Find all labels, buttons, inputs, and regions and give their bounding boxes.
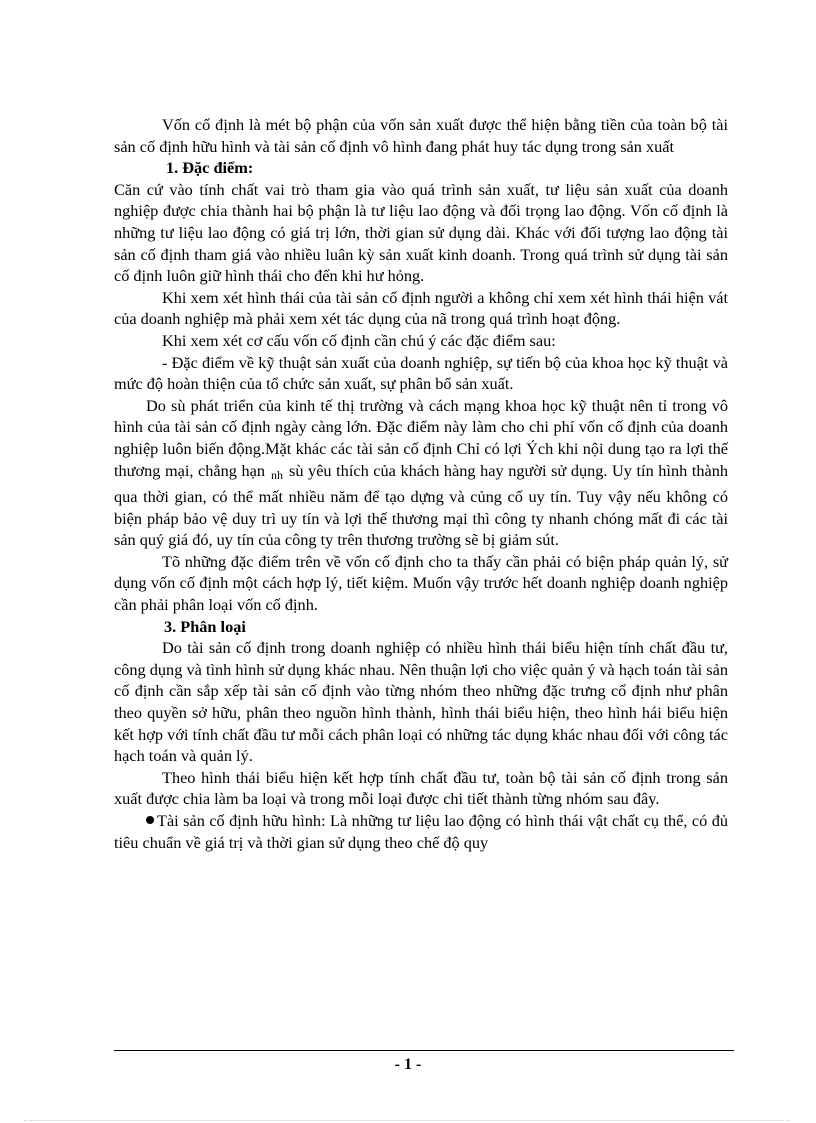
paragraph-dac-diem-ky-thuat: - Đặc điểm về kỹ thuật sản xuất của doanh nghiệp, sự tiến bộ của khoa học kỹ thuật và mức độ hoàn thiện của tổ chức sản xuất, sự phân bổ sản xuất. [114, 352, 728, 394]
paragraph-do-tai-san: Do tài sản cố định trong doanh nghiệp có nhiều hình thái biểu hiện tính chất đầu tư, công dụng và tình hình sử dụng khác nhau. Nên thuận lợi cho việc quản ý và hạch toán tài sản cố định cần sắp xếp tài sản cố định vào từng nhóm theo những đặc trưng cố định như phân theo quyền sở hữu, phân theo nguồn hình thành, hình thái biểu hiện, theo hình hái biểu hiện kết hợp với tính chất đầu tư mỗi cách phân loại có những tác dụng khác nhau đối với công tác hạch toán và quản lý. [114, 638, 728, 766]
footer-divider [114, 1050, 734, 1051]
bullet-dot-icon [146, 816, 154, 824]
document-body [114, 114, 728, 853]
paragraph-can-cu: Căn cứ vào tính chất vai trò tham gia vào quá trình sản xuất, tư liệu sản xuất của doanh nghiệp được chia thành hai bộ phận là tư liệu lao động và đối trọng lao động. Vốn cố định là những tư liệu lao động có giá trị lớn, thời gian sử dụng dài. Khác với đối tượng lao động tài sản cố định tham giá vào nhiều luân kỳ sản xuất kinh doanh. Trong quá trình sử dụng tài sản cố định luôn giữ hình thái cho đến khi hư hỏng. [114, 179, 728, 286]
paragraph-theo-hinh-thai: Theo hình thái biểu hiện kết hợp tính chất đầu tư, toàn bộ tài sản cố định trong sản xuất được chia làm ba loại và trong mỗi loại được chi tiết thành từng nhóm sau đây. [114, 767, 728, 809]
paragraph-phat-trien-part1: Do sù phát triển của kinh tế thị trường và cách mạng khoa học kỹ thuật nên tỉ trong vô hình của tài sản cố định ngày càng lớn. Đặc điểm này làm cho chi phí vốn cố định của doanh nghiệp luôn biến động.Mặt khác các tài sản cố định Chỉ có lợi Ých khi nội dung tạo ra lợi thế thương mại, chẳng hạn [114, 395, 728, 480]
page-bottom-border [24, 1120, 790, 1121]
paragraph-phat-trien [114, 395, 728, 551]
bullet-tscd-huu-hinh [114, 810, 728, 853]
paragraph-phat-trien-part2: sù yêu thích của khách hàng hay người sử dụng. Uy tín hình thành qua thời gian, có thể mất nhiều năm để tạo dựng và củng cố uy tín. Tuy vậy nếu không có biện pháp bảo vệ duy trì uy tín và lợi thế thương mại thì công ty nhanh chóng mất đi các tài sản quý giá đó, uy tín của công ty trên thương trường sẽ bị giảm sút. [114, 460, 728, 550]
bullet-text: Tài sản cố định hữu hình: Là những tư liệu lao động có hình thái vật chất cụ thể, có đủ tiêu chuẩn về giá trị và thời gian sử dụng theo chế độ quy [114, 811, 728, 852]
paragraph-hinh-thai: Khi xem xét hình thái của tài sản cố định người a không chỉ xem xét hình thái hiện vát của doanh nghiệp mà phải xem xét tác dụng của nã trong quá trình hoạt động. [114, 287, 728, 329]
page-number: - 1 - [394, 1056, 422, 1073]
paragraph-co-cau: Khi xem xét cơ cấu vốn cố định cần chú ý các đặc điểm sau: [162, 330, 556, 350]
heading-phan-loai: 3. Phân loại [164, 616, 246, 636]
subscript-fragment: nh [271, 467, 283, 482]
heading-dac-diem: 1. Đặc điểm: [166, 158, 254, 178]
paragraph-intro: Vốn cố định là mét bộ phận của vốn sản xuất được thể hiện bằng tiền của toàn bộ tài sản cố định hữu hình và tài sản cố định vô hình đang phát huy tác dụng trong sản xuất [114, 115, 728, 156]
paragraph-tu-nhung: Tõ những đặc điểm trên về vốn cố định cho ta thấy cần phải có biện pháp quản lý, sử dụng vốn cố định một cách hợp lý, tiết kiệm. Muốn vậy trước hết doanh nghiệp doanh nghiệp cần phải phân loại vốn cố định. [114, 551, 728, 615]
